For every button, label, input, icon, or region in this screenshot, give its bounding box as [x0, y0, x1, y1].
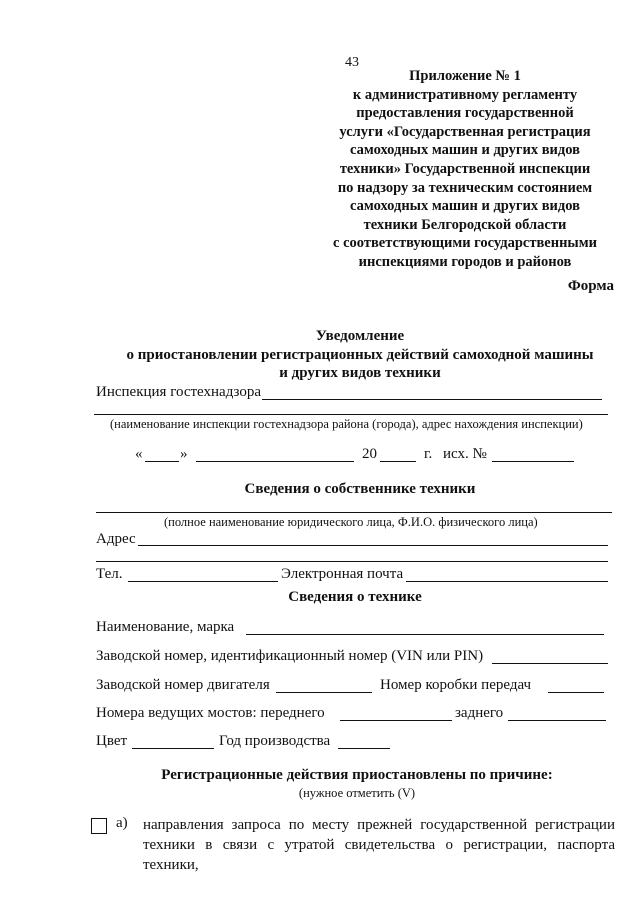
vin-field[interactable]	[492, 663, 608, 664]
vin-label: Заводской номер, идентификационный номер (VIN или PIN)	[96, 648, 484, 664]
reason-a-text-content: направления запроса по месту прежней государственной регистрации техники в связи с утратой свидетельства о регистрации, паспорта техники,	[143, 817, 615, 873]
color-field[interactable]	[132, 748, 214, 749]
year-prefix: 20	[362, 446, 377, 462]
rear-axle-label: заднего	[455, 705, 504, 721]
address-field-line-2[interactable]	[96, 561, 608, 562]
title-line-2: о приостановлении регистрационных действий самоходной машины	[126, 347, 594, 363]
owner-heading: Сведения о собственнике техники	[244, 481, 476, 497]
appendix-line: услуги «Государственная регистрация	[339, 123, 591, 140]
appendix-line: техники» Государственной инспекции	[339, 160, 591, 177]
appendix-line: самоходных машин и других видов	[350, 142, 580, 159]
engine-number-field[interactable]	[276, 692, 372, 693]
inspection-field-line-2[interactable]	[94, 414, 608, 415]
color-label: Цвет	[96, 733, 128, 749]
title-line-3: и других видов техники	[279, 365, 441, 381]
year-field[interactable]	[380, 461, 416, 462]
title-line-1: Уведомление	[315, 328, 405, 344]
year-production-field[interactable]	[338, 748, 390, 749]
phone-field[interactable]	[128, 581, 278, 582]
inspection-field[interactable]	[262, 399, 602, 400]
appendix-header	[300, 67, 630, 272]
form-label: Форма	[567, 278, 614, 294]
vehicle-name-label: Наименование, марка	[96, 619, 235, 635]
date-open-quote: «	[135, 446, 143, 462]
address-field[interactable]	[138, 545, 608, 546]
gearbox-number-field[interactable]	[548, 692, 604, 693]
front-axle-field[interactable]	[340, 720, 452, 721]
date-close-quote: »	[180, 446, 188, 462]
owner-name-field[interactable]	[96, 512, 612, 513]
reasons-heading: Регистрационные действия приостановлены по причине:	[161, 767, 553, 783]
appendix-line: с соответствующими государственными	[333, 235, 597, 252]
reasons-hint: (нужное отметить (V)	[298, 786, 416, 800]
rear-axle-field[interactable]	[508, 720, 606, 721]
year-suffix: г.	[424, 446, 433, 462]
month-field[interactable]	[196, 461, 354, 462]
reason-a-letter: а)	[116, 815, 128, 831]
appendix-line: инспекциями городов и районов	[358, 253, 572, 270]
ref-label: исх. №	[443, 446, 487, 462]
engine-label: Заводской номер двигателя	[96, 677, 270, 693]
document-title	[40, 328, 640, 345]
appendix-line: самоходных машин и других видов	[350, 198, 580, 215]
inspection-label: Инспекция гостехнадзора	[96, 384, 262, 400]
appendix-line: к административному регламенту	[352, 86, 578, 103]
gearbox-label: Номер коробки передач	[380, 677, 532, 693]
address-label: Адрес	[96, 531, 136, 547]
page-number: 43	[345, 55, 359, 70]
email-field[interactable]	[406, 581, 608, 582]
year-production-label: Год производства	[219, 733, 331, 749]
appendix-line: предоставления государственной	[356, 105, 574, 122]
vehicle-name-field[interactable]	[246, 634, 604, 635]
owner-hint: (полное наименование юридического лица, Ф.И.О. физического лица)	[164, 515, 538, 529]
inspection-hint: (наименование инспекции гостехнадзора района (города), адрес нахождения инспекции)	[110, 417, 583, 431]
appendix-line: по надзору за техническим состоянием	[337, 179, 593, 196]
reason-a-checkbox[interactable]	[91, 818, 107, 834]
ref-number-field[interactable]	[492, 461, 574, 462]
vehicle-heading: Сведения о технике	[288, 589, 422, 605]
phone-label: Тел.	[96, 566, 123, 582]
appendix-line: техники Белгородской области	[363, 216, 567, 233]
appendix-line: Приложение № 1	[409, 68, 521, 84]
reason-a-text	[143, 815, 615, 875]
axles-label: Номера ведущих мостов: переднего	[96, 705, 325, 721]
day-field[interactable]	[145, 461, 179, 462]
email-label: Электронная почта	[281, 566, 404, 582]
